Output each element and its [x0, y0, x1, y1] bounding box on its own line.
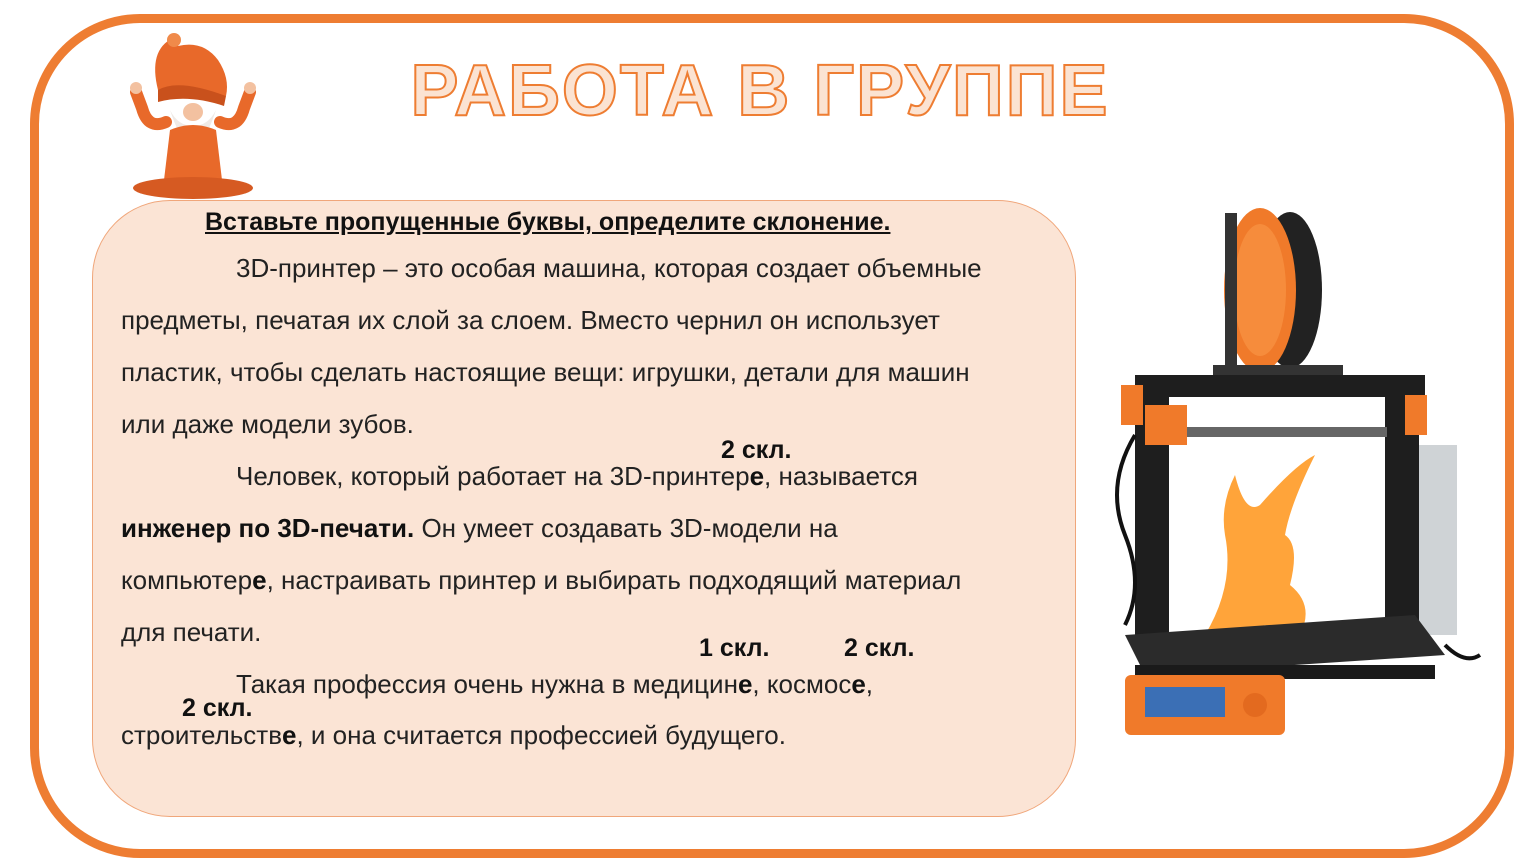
slide-title: РАБОТА В ГРУППЕ [410, 51, 1110, 131]
declension-label-printer: 2 скл. [721, 436, 792, 464]
profession-name: инженер по 3D-печати. [121, 513, 415, 543]
paragraph2-line1: Человек, который работает на 3D-принтере, называется [236, 461, 918, 491]
declension-label-construction: 2 скл. [182, 694, 253, 722]
3d-printer-illustration [1085, 205, 1485, 765]
inserted-letter: е [737, 669, 753, 699]
gnome-illustration [118, 30, 268, 200]
paragraph3-line2: строительстве, и она считается профессией будущего. [121, 720, 786, 750]
inserted-letter: е [282, 720, 297, 750]
paragraph1-line3: пластик, чтобы сделать настоящие вещи: игрушки, детали для машин [121, 357, 970, 387]
paragraph1-line2: предметы, печатая их слой за слоем. Вместо чернил он использует [121, 305, 940, 335]
paragraph3-line1: Такая профессия очень нужна в медицине, космосе, [236, 669, 874, 699]
paragraph2-line3: компьютере, настраивать принтер и выбирать подходящий материал [121, 565, 962, 595]
paragraph2-line2: инженер по 3D-печати. Он умеет создавать 3D-модели на [121, 513, 838, 543]
paragraph2-line4: для печати. [121, 617, 262, 647]
declension-label-cosmos: 2 скл. [844, 634, 915, 662]
declension-label-medicine: 1 скл. [699, 634, 770, 662]
task-instruction: Вставьте пропущенные буквы, определите склонение. [205, 208, 891, 236]
paragraph1-line1: 3D-принтер – это особая машина, которая создает объемные [236, 253, 982, 283]
inserted-letter: е [749, 461, 765, 491]
paragraph1-line4: или даже модели зубов. [121, 409, 414, 439]
inserted-letter: е [851, 669, 866, 699]
inserted-letter: е [252, 565, 267, 595]
